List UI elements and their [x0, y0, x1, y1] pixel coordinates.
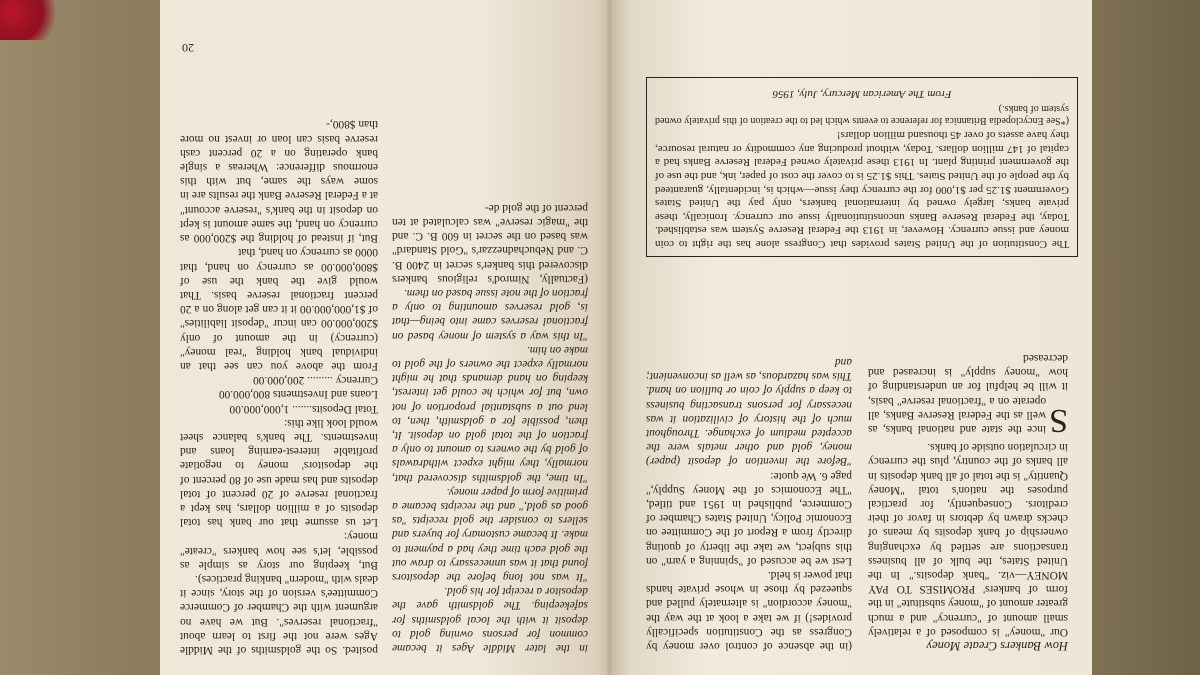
- right-page-rotated-content: [612, 0, 1092, 675]
- right-page-column-a: [868, 351, 1068, 653]
- paragraph: posited. So the goldsmiths of the Middle Ages were not the first to learn about "fractional reserves". But we have no argument with the Chamber of Commerce Committee's version of the story, since it deals with "modern" banking practices).: [180, 572, 378, 656]
- quote-paragraph: "It was not long before the depositors found that it was unnecessary to draw out the gold each time they had a payment to make. It became customary for buyers and sellers to consider the gold receipts "as good as gold," and the receipts became a primitive form of paper money.: [392, 485, 588, 583]
- section-heading: How Bankers Create Money: [926, 639, 1068, 653]
- insert-paragraph: The Constitution of the United States provides that Congress alone has the right to coin money and issue currency. However, in 1913 the Federal Reserve System was established. Today, the Federal Reserve Banks unconstitutionally issue our currency. Ironically, these private banks, largely owned by international bankers, only pay the United States Government $1.25 per $1,000 for the currency they issue—which is, incidentally, guaranteed by the people of the United States. This $1.25 is to cover the cost of paper, ink, and the use of the government printing plant. In 1913 these privately owned Federal Reserve Banks had a capital of 147 million dollars. Today, without producing any commodity or natural resource, they have assets of over 45 thousand million dollars!: [655, 129, 1069, 250]
- boxed-insert: [646, 77, 1078, 257]
- left-page-rotated-content: [160, 0, 610, 675]
- paragraph: Our "money" is composed of a relatively small amount of "currency" and a much greater amount of "money substitute" in the form of bankers' PROMISES TO PAY MONEY—viz. "bank deposits." In the United States, the bulk of all business transactions are settled by exchanging ownership of bank deposits by means of checks drawn by debtors in favor of their creditors. Consequently, for practical purposes the nation's total "Money Quantity" is the total of all bank deposits in all banks of the country, plus the currency in circulation outside of banks.: [868, 441, 1068, 638]
- insert-source: From The American Mercury, July, 1956: [772, 87, 952, 100]
- quote-paragraph: "Before the invention of deposit (paper) money, gold and other metals were the accepted medium of exchange. Throughout much of the history of civilization it was necessary for persons transacting business to keep a supply of coin or bullion on hand. This was hazardous, as well as inconvenient; and: [646, 355, 852, 468]
- right-page: [612, 0, 1092, 675]
- balance-line: Loans and Investments 800,000.00: [218, 388, 378, 401]
- paragraph: (in the absence of control over money by Congress as the Constitution specifically provides!) if we take a look at the way the "money accordion" is alternately pulled and squeezed by those in whose private hands that power is held.: [646, 568, 852, 652]
- drop-cap: S: [1049, 401, 1068, 439]
- paragraph: From the above you can see that an individual bank holding "real money" (currency) in the amount of only $200,000.00 can incur "deposit liabilities" of $1,000,000.00 it it can get along on a 20 percent fractional reserve basis. That would give the bank the use of $800,000.00 as currency on hand, that 0000 as currency on hand, that: [180, 246, 378, 372]
- paragraph: [868, 351, 1068, 439]
- quote-paragraph: in the later Middle Ages it became common for persons owning gold to deposit it with the local goldsmiths for safekeeping. The goldsmith gave the depositor a receipt for his gold.: [392, 585, 588, 654]
- paragraph-text: ince the state and national banks, as well as the Federal Reserve Banks, all operate on a "fractional reserve" basis, it will be helpful for an understanding of how "money supply" is increased and decreased: [868, 351, 1068, 435]
- red-cloth: [0, 0, 60, 40]
- balance-line: Currency ......... 200,000.00: [253, 374, 378, 387]
- paragraph: But, keeping our story as simple as possible, let's see how bankers "create" money:: [180, 530, 378, 571]
- balance-line: Total Deposits....... 1,000,000.00: [229, 402, 378, 415]
- paragraph: Lest we be accused of "spinning a yarn" on this subject, we take the liberty of quoting directly from a Report of the Committee on Economic Policy, United States Chamber of Commerce, published in 1951 and titled, "The Economics of the Money Supply," page 6. We quote:: [646, 469, 852, 567]
- quote-paragraph: "In this way a system of money based on fractional reserves came into being—that is, gold reserves amounting to only a fraction of the note issue based on them.: [392, 286, 588, 342]
- quote-paragraph: "In time, the goldsmiths discovered that, normally, they might expect withdrawals of gold by the owners to amount to only a fraction of the total gold on deposit. It, then, possible for a goldsmith, then, to lend out a substantial proportion of not own, but for which he could get interest, keeping on hand demands that he might normally expect the owners of the gold to make on him.: [392, 343, 588, 484]
- paragraph: (Factually, Nimrod's religious bankers discovered this banker's secret in 2400 B. C. and Nebuchadnezzar's "Gold Standard" was based on the secret in 600 B. C. and the "magic reserve" was calculated at ten percent of the gold de-: [392, 201, 588, 285]
- left-page-column-b: [392, 201, 588, 656]
- paragraph: Let us assume that our bank has total deposits of a million dollars, has kept a fractional reserve of 20 percent of total deposits and has made use of 80 percent of the depositors' money to negotiate profitable interest-earning loans and investments. The bank's balance sheet would look like this:: [180, 416, 378, 529]
- page-number: 20: [182, 41, 194, 55]
- paragraph: But, if instead of holding the $200,000 as currency on hand, the same amount is kept on deposit in the bank's "reserve account" at a Federal Reserve Bank the results are in some ways the same, but with this enormous difference: Whereas a single bank operating on a 20 percent cash reserve basis can loan or invest no more than $800,-: [180, 118, 378, 245]
- left-page: [160, 0, 610, 675]
- left-page-column-a: [180, 117, 378, 657]
- right-page-column-b: [646, 355, 852, 653]
- insert-footnote: (*See Encyclopedia Britannica for reference to events which led to the creation of this privately owned system of banks.): [655, 102, 1069, 126]
